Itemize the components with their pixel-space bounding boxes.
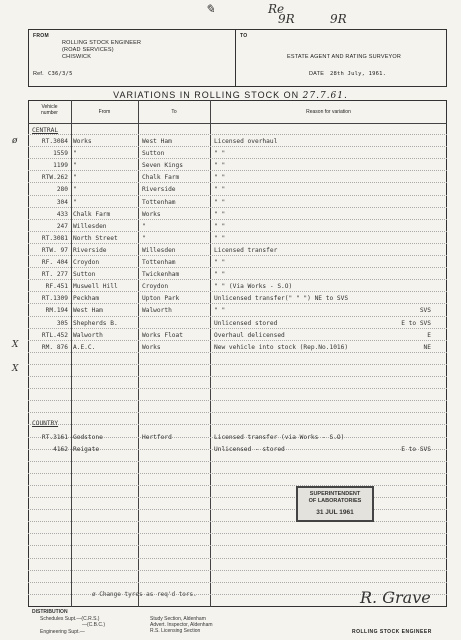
- col-head-vehicle-l1: Vehicle: [41, 104, 58, 110]
- from-cell: A.E.C.: [73, 343, 96, 351]
- row-rule: [28, 533, 447, 535]
- table-row: [0, 184, 461, 196]
- from-cell: Godstone: [73, 434, 103, 441]
- from-cell: ": [73, 198, 77, 206]
- code-cell: SVS: [419, 307, 431, 315]
- title-text: VARIATIONS IN ROLLING STOCK ON: [113, 90, 300, 100]
- scrawl-initials: ✎: [205, 2, 216, 16]
- footer-title: ROLLING STOCK ENGINEER: [352, 629, 432, 635]
- from-cell: ": [73, 162, 77, 170]
- from-cell: West Ham: [73, 307, 103, 315]
- footnote: ø Change tyres as req'd tors.: [92, 591, 197, 598]
- reason-cell: New vehicle into stock (Rep.No.1016): [214, 343, 349, 351]
- row-rule: [28, 521, 447, 523]
- vehicle-cell: RTL.452: [41, 331, 68, 339]
- table-row: [0, 148, 461, 160]
- section-central: CENTRAL: [32, 127, 59, 134]
- reason-cell: Unlicensed stored: [214, 319, 278, 327]
- from-cell: ": [73, 186, 77, 194]
- table-row: [0, 432, 461, 444]
- vehicle-cell: RM. 876: [41, 343, 68, 351]
- table-row: [0, 197, 461, 209]
- code-cell: E to SVS: [401, 446, 431, 454]
- from-cell: Sutton: [73, 271, 96, 279]
- reason-cell: Overhaul delicensed: [214, 331, 285, 339]
- vehicle-cell: RF.451: [45, 283, 68, 291]
- to-line-1: ESTATE AGENT AND RATING SURVEYOR: [287, 54, 402, 60]
- from-cell: Willesden: [73, 222, 107, 230]
- reason-cell: " ": [214, 234, 226, 242]
- distribution-title: DISTRIBUTION: [32, 609, 68, 615]
- vehicle-cell: RM.194: [45, 307, 68, 315]
- row-rule: [28, 461, 447, 463]
- ref-label: Ref.: [33, 71, 44, 77]
- vehicle-cell: RT.3081: [41, 234, 68, 242]
- from-cell: ": [73, 174, 77, 182]
- to-cell: Works Float: [142, 331, 183, 339]
- from-cell: Shepherds B.: [73, 319, 118, 327]
- received-stamp: [296, 486, 374, 522]
- vehicle-cell: 433: [56, 210, 68, 218]
- table-row: [0, 136, 461, 148]
- reason-cell: " ": [214, 186, 226, 194]
- vehicle-cell: 1199: [53, 162, 68, 170]
- vehicle-cell: RT. 277: [41, 271, 68, 279]
- row-rule: [28, 497, 447, 499]
- table-row: [0, 444, 461, 456]
- to-cell: Croydon: [142, 283, 169, 291]
- reason-cell: " ": [214, 210, 226, 218]
- vehicle-cell: RT.3084: [41, 138, 68, 145]
- date-label: DATE: [309, 71, 325, 77]
- section-country: COUNTRY: [32, 420, 59, 427]
- table-row: [0, 245, 461, 257]
- row-rule: [28, 509, 447, 511]
- vehicle-cell: RT.3161: [41, 434, 68, 441]
- row-rule: [28, 424, 447, 426]
- from-label: FROM: [33, 33, 49, 39]
- col-head-vehicle: [28, 104, 71, 116]
- signature: R. Grave: [360, 588, 431, 607]
- code-cell: E to SVS: [401, 319, 431, 327]
- distribution-right-2: Advert. Inspector, Aldenham: [150, 622, 213, 628]
- title-date: 27.7.61.: [302, 91, 348, 101]
- to-cell: West Ham: [142, 138, 172, 145]
- row-rule: [28, 473, 447, 475]
- row-rule: [28, 570, 447, 572]
- table-row: [0, 233, 461, 245]
- to-cell: Seven Kings: [142, 162, 183, 170]
- code-cell: E: [427, 331, 431, 339]
- row-rule: [28, 545, 447, 547]
- vehicle-cell: 4162: [53, 446, 68, 454]
- distribution-left-1: Schedules Supt.—(C.R.S.): [40, 616, 100, 622]
- vehicle-cell: RTW.262: [41, 174, 68, 182]
- to-cell: Hertford: [142, 434, 172, 441]
- row-rule: [28, 388, 447, 390]
- vehicle-cell: RF. 404: [41, 259, 68, 266]
- reason-cell: " ": [214, 150, 226, 158]
- table-row: [0, 209, 461, 221]
- reason-cell: Unlicensed transfer(" " ") NE to SVS: [214, 295, 349, 303]
- from-cell: Muswell Hill: [73, 283, 118, 291]
- stamp-line-1: SUPERINTENDENT: [309, 491, 361, 497]
- from-cell: Reigate: [73, 446, 100, 454]
- table-row: [0, 257, 461, 269]
- row-rule: [28, 558, 447, 560]
- from-line-1: ROLLING STOCK ENGINEER: [62, 40, 142, 46]
- from-cell: Works: [73, 138, 92, 145]
- scrawl-re: Re: [268, 2, 285, 16]
- to-cell: Works: [142, 343, 161, 351]
- vehicle-cell: RTW. 97: [41, 246, 68, 254]
- to-label: TO: [240, 33, 248, 39]
- ref-value: C36/3/5: [48, 71, 73, 77]
- to-cell: Works: [142, 210, 161, 218]
- reason-cell: " ": [214, 198, 226, 206]
- to-cell: Tottenham: [142, 198, 176, 206]
- col-head-from: From: [98, 109, 111, 115]
- from-cell: North Street: [73, 234, 118, 242]
- scrawl-9r-1: 9R: [278, 12, 295, 26]
- table-row: [0, 342, 461, 354]
- from-cell: Chalk Farm: [73, 210, 111, 218]
- to-cell: Walworth: [142, 307, 172, 315]
- to-cell: Tottenham: [142, 259, 176, 266]
- from-line-3: CHISWICK: [62, 54, 92, 60]
- row-rule: [28, 400, 447, 402]
- table-row: [0, 293, 461, 305]
- from-cell: Riverside: [73, 246, 107, 254]
- date-value: 28th July, 1961.: [330, 71, 387, 77]
- row-rule: [28, 364, 447, 366]
- row-rule: [28, 376, 447, 378]
- row-rule: [28, 485, 447, 487]
- from-cell: Peckham: [73, 295, 100, 303]
- from-line-2: (ROAD SERVICES): [62, 47, 114, 53]
- to-cell: Willesden: [142, 246, 176, 254]
- table-row: [0, 221, 461, 233]
- to-cell: Twickenham: [142, 271, 180, 279]
- reason-cell: " ": [214, 174, 226, 182]
- header-divider: [235, 29, 236, 87]
- vehicle-cell: 1559: [53, 150, 68, 158]
- vehicle-cell: 247: [56, 222, 68, 230]
- to-cell: ": [142, 222, 146, 230]
- to-cell: Sutton: [142, 150, 165, 158]
- table-row: [0, 330, 461, 342]
- col-head-reason: Reason for variation: [306, 109, 351, 115]
- col-head-to: To: [171, 109, 177, 115]
- table-row: [0, 160, 461, 172]
- stamp-line-2: OF LABORATORIES: [308, 498, 362, 504]
- reason-cell: " " (Via Works - S.O): [214, 283, 293, 291]
- to-cell: Chalk Farm: [142, 174, 180, 182]
- from-cell: ": [73, 150, 77, 158]
- scrawl-9r-2: 9R: [330, 12, 347, 26]
- to-cell: Riverside: [142, 186, 176, 194]
- reason-cell: Licensed transfer (via Works - S.O): [214, 434, 345, 441]
- from-cell: Croydon: [73, 259, 100, 266]
- table-row: [0, 281, 461, 293]
- distribution-right-3: R.S. Licensing Section: [150, 628, 201, 634]
- table-row: [0, 305, 461, 317]
- vehicle-cell: RT.1309: [41, 295, 68, 303]
- reason-cell: " ": [214, 222, 226, 230]
- vehicle-cell: 280: [56, 186, 68, 194]
- vehicle-cell: 304: [56, 198, 68, 206]
- row-rule: [28, 582, 447, 584]
- stamp-date: 31 JUL 1961: [316, 509, 354, 516]
- reason-cell: Licensed overhaul: [214, 138, 278, 145]
- from-cell: Walworth: [73, 331, 103, 339]
- row-rule: [28, 412, 447, 414]
- margin-mark-phi: ø: [12, 136, 18, 146]
- margin-mark-x-1: X: [12, 340, 19, 350]
- distribution-right-1: Study Section, Aldenham: [150, 616, 206, 622]
- reason-cell: " ": [214, 307, 226, 315]
- reason-cell: Licensed transfer: [214, 246, 278, 254]
- code-cell: NE: [423, 343, 431, 351]
- col-head-vehicle-l2: number: [41, 110, 58, 116]
- to-cell: ": [142, 234, 146, 242]
- distribution-left-3: Engineering Supt.—: [40, 629, 85, 635]
- reason-cell: " ": [214, 259, 226, 266]
- reason-cell: " ": [214, 162, 226, 170]
- table-row: [0, 172, 461, 184]
- vehicle-cell: 305: [56, 319, 68, 327]
- to-cell: Upton Park: [142, 295, 180, 303]
- header-rule: [28, 123, 447, 124]
- table-row: [0, 269, 461, 281]
- reason-cell: " ": [214, 271, 226, 279]
- table-row: [0, 318, 461, 330]
- margin-mark-x-2: X: [12, 364, 19, 374]
- distribution-left-2: —(C.B.C.): [82, 622, 106, 628]
- reason-cell: Unlicensed - stored: [214, 446, 285, 454]
